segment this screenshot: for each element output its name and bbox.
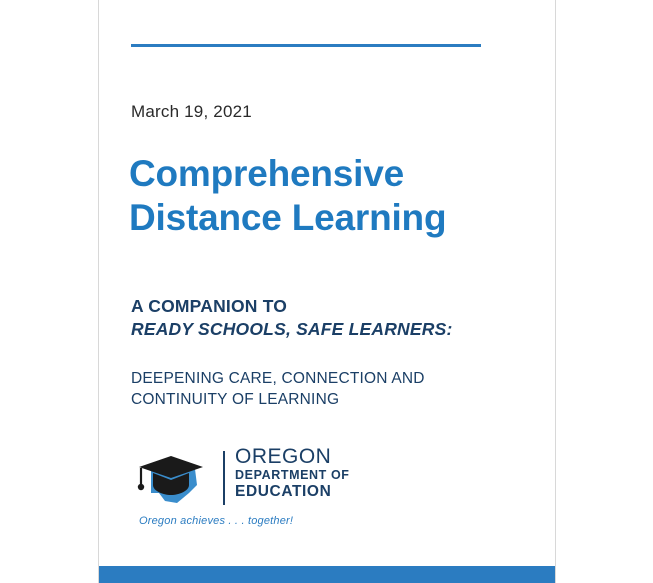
graduation-cap-oregon-state-icon xyxy=(131,449,211,511)
page-gutter-right xyxy=(556,0,653,583)
subtitle-colon: : xyxy=(446,319,453,339)
top-rule-divider xyxy=(131,44,481,47)
subtitle-line-1: A COMPANION TO xyxy=(131,296,288,316)
secondary-subtitle-line-1: DEEPENING CARE, CONNECTION AND xyxy=(131,370,425,387)
page-title xyxy=(129,152,539,240)
logo-tagline: Oregon achieves . . . together! xyxy=(139,515,294,527)
logo-divider xyxy=(223,451,225,505)
cover-page xyxy=(98,0,556,583)
secondary-subtitle-line-2: CONTINUITY OF LEARNING xyxy=(131,391,340,408)
logo-wordmark xyxy=(235,445,435,501)
logo-oregon-text: OREGON xyxy=(235,445,332,468)
page-title-line-2: Distance Learning xyxy=(129,197,447,238)
secondary-subtitle xyxy=(131,368,531,410)
logo-education-text: EDUCATION xyxy=(235,483,332,500)
subtitle-line-2 xyxy=(131,318,531,341)
publication-date: March 19, 2021 xyxy=(131,102,252,121)
organization-logo xyxy=(131,445,431,535)
logo-department-text: DEPARTMENT OF xyxy=(235,468,350,482)
subtitle-companion-title: READY SCHOOLS, SAFE LEARNERS xyxy=(131,319,447,339)
page-gutter-left xyxy=(0,0,98,583)
page-title-line-1: Comprehensive xyxy=(129,153,404,194)
bottom-color-band xyxy=(99,566,555,583)
subtitle xyxy=(131,295,531,341)
